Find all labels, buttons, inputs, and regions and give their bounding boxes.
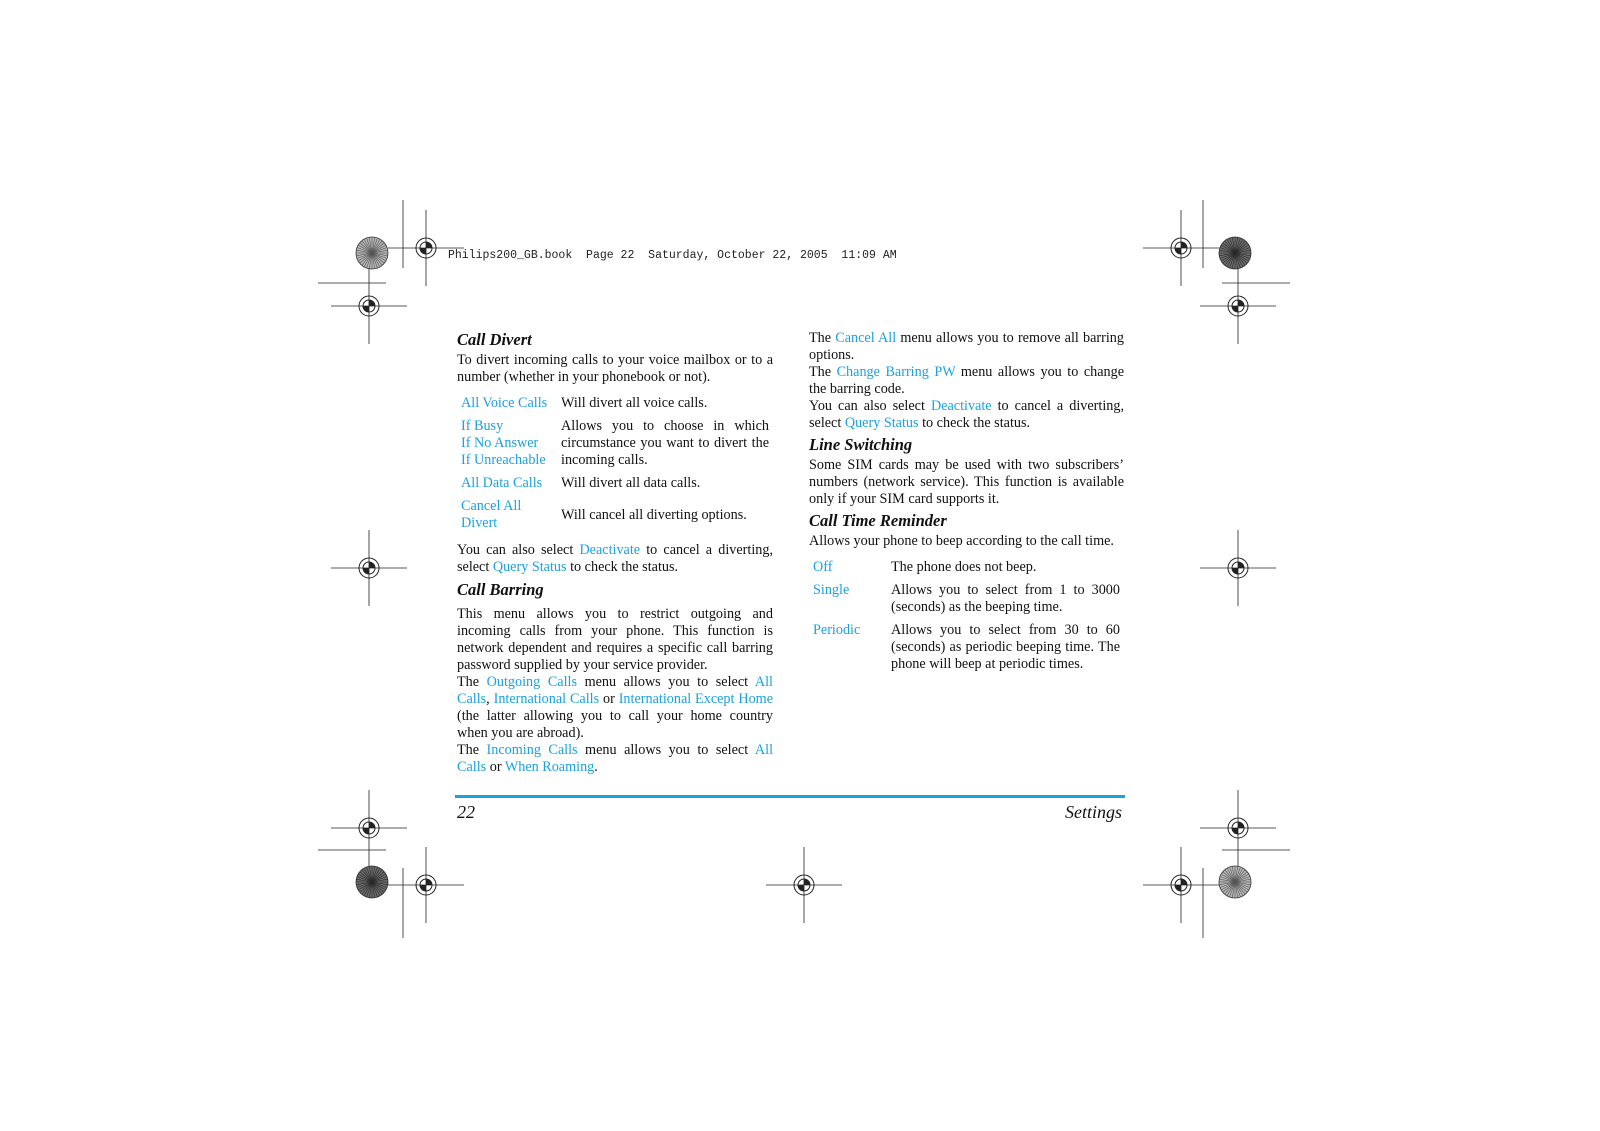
text-run: The bbox=[809, 364, 837, 380]
query-status-menu-label: Query Status bbox=[492, 559, 567, 575]
text-run: to cancel a diverting, select bbox=[809, 398, 1124, 431]
all-calls-menu-label: All Calls bbox=[457, 742, 774, 775]
text-run: . bbox=[594, 759, 598, 775]
header-time: 11:09 AM bbox=[841, 249, 897, 262]
call-barring-cancel bbox=[809, 330, 1124, 364]
call-divert-intro: To divert incoming calls to your voice mailbox or to a number (whether in your phonebook or not). bbox=[457, 352, 773, 385]
text-run: to check the status. bbox=[566, 559, 679, 575]
deactivate-menu-label: Deactivate bbox=[579, 542, 641, 558]
option-desc: Allows you to choose in which circumstance you want to divert the incoming calls. bbox=[561, 418, 769, 468]
query-status-menu-label: Query Status bbox=[844, 415, 919, 431]
call-barring-incoming bbox=[457, 742, 773, 776]
call-divert-outro bbox=[457, 542, 773, 576]
text-run: The bbox=[809, 330, 836, 346]
option-key bbox=[457, 472, 557, 495]
left-column bbox=[457, 330, 773, 776]
text-run: (the latter allowing you to call your home country when you are abroad). bbox=[457, 708, 773, 741]
line-switching-heading: Line Switching bbox=[809, 435, 913, 454]
call-time-reminder-options bbox=[809, 556, 1124, 676]
footer-rule bbox=[455, 795, 1125, 798]
call-barring-heading: Call Barring bbox=[457, 580, 544, 599]
incoming-calls-menu-label: Incoming Calls bbox=[486, 742, 578, 758]
table-row bbox=[457, 472, 773, 495]
line-switching-text: Some SIM cards may be used with two subscribers’ numbers (network service). This function is available only if your SIM card supports it. bbox=[809, 457, 1124, 507]
text-run: The bbox=[457, 742, 487, 758]
table-row bbox=[457, 415, 773, 472]
text-run: The bbox=[457, 674, 487, 690]
when-roaming-menu-label: When Roaming bbox=[504, 759, 595, 775]
text-run: or bbox=[486, 759, 505, 775]
text-run: or bbox=[599, 691, 619, 707]
option-single: Single bbox=[813, 582, 850, 598]
text-run: menu allows you to select bbox=[577, 742, 755, 758]
call-time-reminder-intro: Allows your phone to beep according to the call time. bbox=[809, 533, 1114, 549]
option-if-unreachable: If Unreachable bbox=[461, 452, 546, 468]
text-run: to check the status. bbox=[918, 415, 1031, 431]
text-run: , bbox=[486, 691, 494, 707]
option-key bbox=[457, 392, 557, 415]
header-page: Page 22 bbox=[586, 249, 635, 262]
change-barring-pw-menu-label: Change Barring PW bbox=[836, 364, 956, 380]
table-row bbox=[809, 579, 1124, 619]
all-calls-menu-label: All Calls bbox=[457, 674, 773, 707]
international-calls-menu-label: International Calls bbox=[493, 691, 600, 707]
option-periodic: Periodic bbox=[813, 622, 861, 638]
outgoing-calls-menu-label: Outgoing Calls bbox=[486, 674, 577, 690]
option-desc: Will divert all data calls. bbox=[561, 475, 701, 491]
call-divert-heading: Call Divert bbox=[457, 330, 532, 349]
option-desc: Allows you to select from 30 to 60 (seconds) as periodic beeping time. The phone will beep at periodic times. bbox=[891, 622, 1120, 672]
table-row bbox=[457, 392, 773, 415]
option-key bbox=[457, 495, 557, 535]
page-number: 22 bbox=[457, 802, 475, 822]
call-barring-outgoing bbox=[457, 674, 773, 742]
text-run: menu allows you to select bbox=[576, 674, 755, 690]
right-column bbox=[809, 330, 1124, 683]
text-run: menu allows you to remove all barring options. bbox=[809, 330, 1124, 363]
option-divert: Divert bbox=[461, 515, 498, 531]
option-if-busy: If Busy bbox=[461, 418, 504, 434]
text-run: You can also select bbox=[809, 398, 931, 414]
call-divert-options bbox=[457, 392, 773, 535]
section-name: Settings bbox=[1065, 802, 1122, 822]
text-run: to cancel a diverting, select bbox=[457, 542, 773, 575]
option-key bbox=[457, 415, 557, 472]
deactivate-menu-label: Deactivate bbox=[930, 398, 992, 414]
call-barring-outro bbox=[809, 398, 1124, 432]
table-row bbox=[809, 556, 1124, 579]
call-barring-change-pw bbox=[809, 364, 1124, 398]
table-row bbox=[457, 495, 773, 535]
header-file: Philips200_GB.book bbox=[448, 249, 573, 262]
option-desc: Allows you to select from 1 to 3000 (seconds) as the beeping time. bbox=[891, 582, 1120, 615]
option-all-voice-calls: All Voice Calls bbox=[461, 395, 548, 411]
option-desc: Will divert all voice calls. bbox=[561, 395, 708, 411]
option-cancel-all: Cancel All bbox=[461, 498, 522, 514]
option-if-no-answer: If No Answer bbox=[461, 435, 539, 451]
option-desc: The phone does not beep. bbox=[891, 559, 1037, 575]
header-date: Saturday, October 22, 2005 bbox=[648, 249, 828, 262]
option-all-data-calls: All Data Calls bbox=[461, 475, 543, 491]
text-run: You can also select bbox=[457, 542, 580, 558]
table-row bbox=[809, 619, 1124, 676]
call-time-reminder-heading: Call Time Reminder bbox=[809, 511, 947, 530]
option-desc: Will cancel all diverting options. bbox=[561, 506, 747, 523]
option-off: Off bbox=[813, 559, 833, 575]
text-run: menu allows you to change the barring code. bbox=[809, 364, 1125, 397]
print-header bbox=[448, 249, 897, 262]
call-barring-intro: This menu allows you to restrict outgoing and incoming calls from your phone. This function is network dependent and requires a specific call barring password supplied by your service provider. bbox=[457, 606, 773, 673]
international-except-home-menu-label: International Except Home bbox=[618, 691, 773, 707]
cancel-all-menu-label: Cancel All bbox=[835, 330, 897, 346]
